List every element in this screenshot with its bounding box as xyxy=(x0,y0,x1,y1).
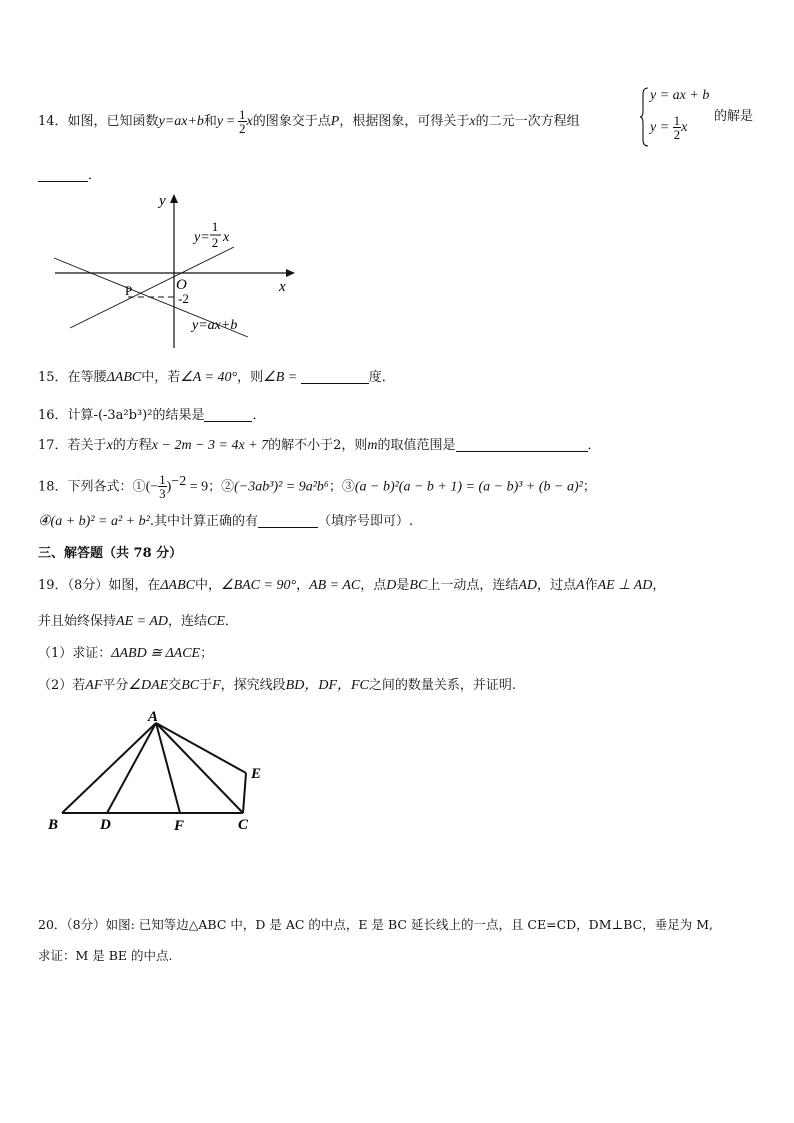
q17: 17．若关于x的方程x − 2m − 3 = 4x + 7的解不小于2，则m的取值范围是 ． xyxy=(38,438,601,453)
svg-text:2: 2 xyxy=(211,235,219,250)
system-eq-1: y = ax + b xyxy=(650,88,710,103)
figure-19-triangle xyxy=(40,705,280,845)
x-axis-arrow-icon xyxy=(286,269,295,277)
answer-blank[interactable] xyxy=(456,451,588,452)
answer-blank[interactable] xyxy=(258,527,318,528)
svg-text:x: x xyxy=(223,230,230,245)
q19-part2: （2）若AF平分∠DAE交BC于F，探究线段BD，DF，FC之间的数量关系，并证明. xyxy=(38,678,517,693)
svg-text:F: F xyxy=(174,818,185,834)
answer-blank[interactable] xyxy=(301,383,369,384)
q14-fraction: $\frac{1}{2}$ xyxy=(239,107,246,136)
q20-line2: 求证：M 是 BE 的中点. xyxy=(38,948,173,963)
line-y-half-x xyxy=(70,247,234,328)
svg-text:B: B xyxy=(48,817,59,833)
segment-ac xyxy=(156,723,243,813)
q14-answer-line: ． xyxy=(38,167,101,185)
q15: 15．在等腰ΔABC中，若∠A = 40°，则∠B = 度． xyxy=(38,370,395,385)
segment-ec xyxy=(243,773,246,813)
q16: 16．计算-(-3a²b³)²的结果是 ． xyxy=(38,408,266,423)
segment-ab xyxy=(62,723,156,813)
svg-text:y=ax+b: y=ax+b xyxy=(192,318,238,333)
svg-text:O: O xyxy=(176,277,187,293)
answer-blank[interactable] xyxy=(204,421,252,422)
q14-answer-prompt: 的解是 xyxy=(714,109,754,124)
q18-line1: 18．下列各式：①(− $\frac{1}{3}$ )$^{-2}$ = 9；②(−3ab³)² = 9a²b⁶；③(a − b)²(a − b + 1) = (a − b)³ + (b − a)²； xyxy=(38,472,596,502)
svg-text:E: E xyxy=(251,766,262,782)
svg-text:D: D xyxy=(100,817,111,833)
q18-line2: ④(a + b)² = a² + b².其中计算正确的有 （填序号即可）. xyxy=(38,514,414,529)
svg-text:-2: -2 xyxy=(178,291,189,306)
left-brace-icon xyxy=(640,86,650,148)
system-eq-2: y = $\frac{1}{2}$ x xyxy=(650,113,688,142)
section-heading: 三、解答题（共 78 分） xyxy=(38,546,183,561)
segment-ae xyxy=(156,723,246,773)
svg-text:P: P xyxy=(125,283,133,298)
q20-line1: 20．（8分）如图: 已知等边△ABC 中，D 是 AC 的中点，E 是 BC 延长线上的一点，且 CE=CD，DM⊥BC，垂足为 M, xyxy=(38,917,713,932)
q19-line2: 并且始终保持AE = AD，连结CE． xyxy=(38,614,238,629)
q14-system xyxy=(640,86,720,148)
svg-text:A: A xyxy=(148,709,159,725)
answer-blank[interactable] xyxy=(38,181,88,182)
q19-part1: （1）求证：ΔABD ≅ ΔACE； xyxy=(38,646,214,661)
figure-14-graph xyxy=(50,190,310,350)
y-axis-arrow-icon xyxy=(170,194,178,203)
svg-text:y=: y= xyxy=(194,230,210,245)
segment-ad xyxy=(107,723,156,813)
svg-text:C: C xyxy=(238,817,249,833)
q19-line1: 19．（8分）如图，在ΔABC中，∠BAC = 90°，AB = AC，点D是BC上一动点，连结AD，过点A作AE ⊥ AD， xyxy=(38,578,666,593)
svg-text:y: y xyxy=(159,193,166,209)
q14-line1: 14．如图，已知函数y=ax+b和y = $\frac{1}{2}$ x的图象交于点P，根据图象，可得关于x的二元一次方程组 xyxy=(38,107,580,136)
svg-text:x: x xyxy=(279,279,286,295)
svg-text:1: 1 xyxy=(211,219,219,234)
